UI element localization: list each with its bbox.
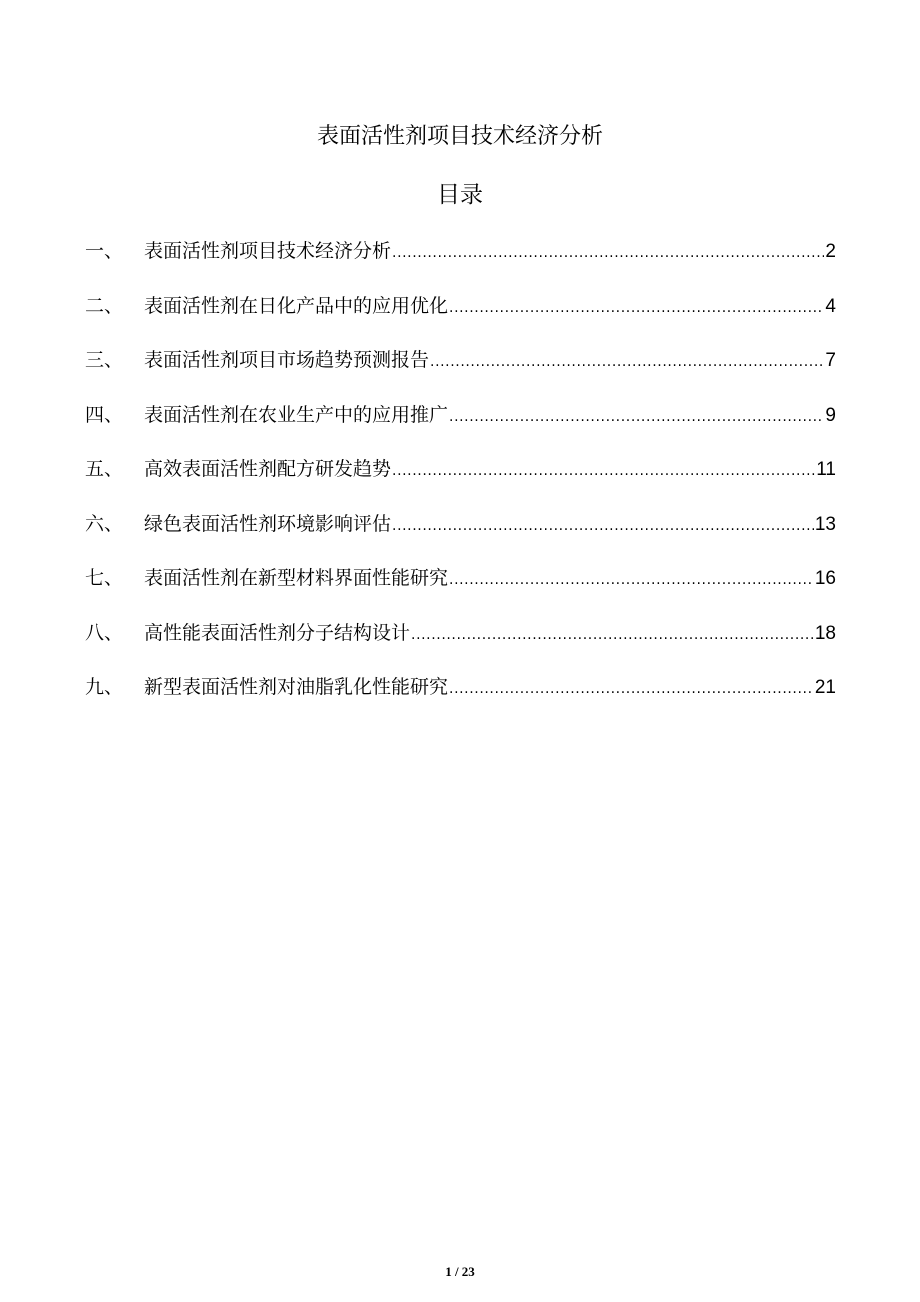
toc-dot-leader [449,293,824,323]
toc-dot-leader [430,347,824,377]
toc-entry-title: 表面活性剂在农业生产中的应用推广 [144,403,449,426]
toc-entry-page: 2 [825,241,836,262]
toc-entry-number: 五、 [85,458,124,480]
table-of-contents [85,236,836,727]
toc-entry-9[interactable] [85,672,836,727]
toc-entry-5[interactable] [85,454,836,509]
toc-entry-page: 7 [825,350,836,371]
toc-entry-page: 4 [825,295,836,317]
toc-entry-number: 四、 [85,403,124,426]
toc-entry-page: 21 [814,677,836,698]
toc-entry-number: 九、 [85,676,124,698]
toc-dot-leader [392,511,814,541]
toc-dot-leader [449,565,814,595]
toc-entry-number: 六、 [85,512,124,535]
toc-entry-6[interactable] [85,509,836,564]
toc-entry-title: 绿色表面活性剂环境影响评估 [144,512,392,535]
toc-dot-leader [392,456,815,486]
toc-entry-title: 高效表面活性剂配方研发趋势 [144,458,392,480]
toc-entry-3[interactable] [85,345,836,400]
document-title: 表面活性剂项目技术经济分析 [316,124,603,149]
toc-entry-number: 二、 [85,294,124,317]
toc-heading: 目录 [437,182,483,208]
toc-entry-title: 表面活性剂项目技术经济分析 [144,240,392,262]
toc-entry-7[interactable] [85,563,836,618]
toc-entry-page: 9 [825,404,836,426]
toc-entry-title: 表面活性剂项目市场趋势预测报告 [144,349,430,371]
toc-entry-page: 18 [814,622,836,644]
toc-dot-leader [411,620,814,650]
toc-entry-title: 表面活性剂在新型材料界面性能研究 [144,567,449,589]
toc-entry-page: 13 [814,513,836,535]
toc-entry-4[interactable] [85,400,836,455]
toc-entry-title: 新型表面活性剂对油脂乳化性能研究 [144,676,449,698]
toc-entry-number: 八、 [85,621,124,644]
toc-entry-8[interactable] [85,618,836,673]
toc-dot-leader [449,402,824,432]
page-number-footer: 1 / 23 [445,1264,475,1279]
toc-entry-page: 16 [814,568,836,589]
toc-entry-title: 高性能表面活性剂分子结构设计 [144,621,411,644]
toc-entry-page: 11 [816,459,836,480]
toc-dot-leader [449,674,814,704]
toc-entry-1[interactable] [85,236,836,291]
toc-entry-number: 三、 [85,349,124,371]
toc-entry-number: 七、 [85,567,124,589]
toc-dot-leader [392,238,824,268]
toc-entry-title: 表面活性剂在日化产品中的应用优化 [144,294,449,317]
toc-entry-number: 一、 [85,240,124,262]
toc-entry-2[interactable] [85,291,836,346]
